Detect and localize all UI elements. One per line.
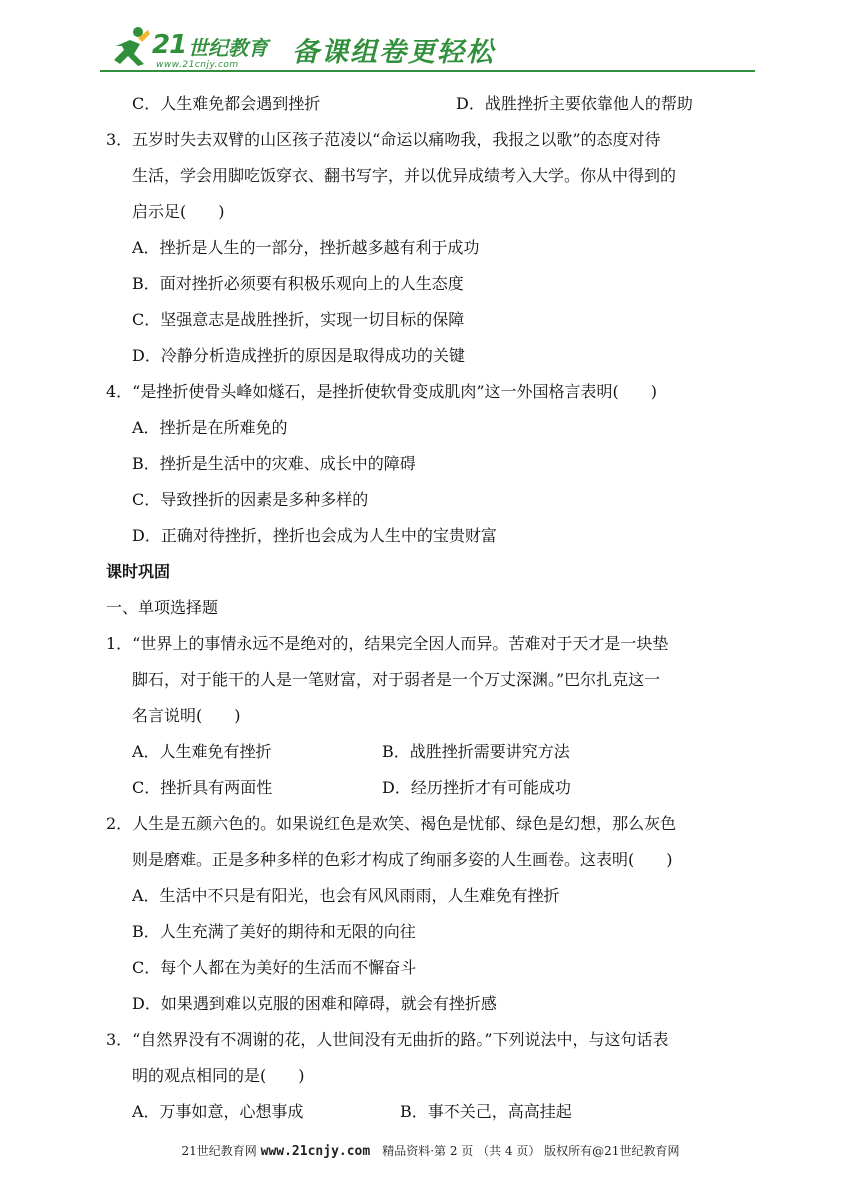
question-continuation: 名言说明( ) — [132, 706, 241, 725]
question-text: 一、单项选择题 — [106, 598, 219, 617]
footer-url: www.21cnjy.com — [260, 1144, 371, 1159]
question-continuation: 则是磨难。正是多种多样的色彩才构成了绚丽多姿的人生画卷。这表明( ) — [132, 850, 673, 869]
footer-site: 21世纪教育网 — [181, 1144, 261, 1158]
option-text: B．事不关己，高高挂起 — [400, 1102, 572, 1121]
brand-url: www.21cnjy.com — [156, 60, 239, 70]
option-text: D．战胜挫折主要依靠他人的帮助 — [456, 94, 693, 113]
option-text: D．冷静分析造成挫折的原因是取得成功的关键 — [132, 346, 465, 365]
question-text: 1．“世界上的事情永远不是绝对的，结果完全因人而异。苦难对于天才是一块垫 — [106, 634, 669, 653]
option-row — [106, 86, 756, 122]
document-body — [106, 86, 756, 1130]
option-text: D．经历挫折才有可能成功 — [382, 778, 571, 797]
option-text: A．万事如意，心想事成 — [132, 1102, 304, 1121]
option-text: C．坚强意志是战胜挫折，实现一切目标的保障 — [132, 310, 465, 329]
option-text: C．每个人都在为美好的生活而不懈奋斗 — [132, 958, 417, 977]
question-continuation: 明的观点相同的是( ) — [132, 1066, 305, 1085]
option-text: C．导致挫折的因素是多种多样的 — [132, 490, 369, 509]
footer-info: 精品资料·第 2 页 （共 4 页） 版权所有@21世纪教育网 — [370, 1144, 680, 1158]
option-text: D．如果遇到难以克服的困难和障碍，就会有挫折感 — [132, 994, 497, 1013]
section-heading: 课时巩固 — [106, 562, 171, 581]
option-row — [106, 734, 756, 770]
option-text: A．生活中不只是有阳光，也会有风风雨雨，人生难免有挫折 — [132, 886, 560, 905]
option-text: A．挫折是人生的一部分，挫折越多越有利于成功 — [132, 238, 480, 257]
option-text: C．挫折具有两面性 — [132, 778, 273, 797]
header-slogan: 备课组卷更轻松 — [292, 37, 495, 68]
question-text: 4．“是挫折使骨头峰如燧石，是挫折使软骨变成肌肉”这一外国格言表明( ) — [106, 382, 658, 401]
option-text: A．挫折是在所难免的 — [132, 418, 288, 437]
option-text: B．战胜挫折需要讲究方法 — [382, 742, 570, 761]
question-text: 2．人生是五颜六色的。如果说红色是欢笑、褐色是忧郁、绿色是幻想，那么灰色 — [106, 814, 677, 833]
page-footer — [0, 1142, 861, 1159]
runner-logo-icon — [108, 24, 152, 68]
question-text: 3．五岁时失去双臂的山区孩子范凌以“命运以痛吻我，我报之以歌”的态度对待 — [106, 130, 661, 149]
header-divider — [100, 70, 755, 72]
question-continuation: 脚石，对于能干的人是一笔财富，对于弱者是一个万丈深渊。”巴尔扎克这一 — [132, 670, 661, 689]
option-text: D．正确对待挫折，挫折也会成为人生中的宝贵财富 — [132, 526, 497, 545]
page-header — [100, 18, 755, 74]
option-text: B．挫折是生活中的灾难、成长中的障碍 — [132, 454, 416, 473]
brand-name: 世纪教育 — [188, 36, 268, 60]
option-text: C．人生难免都会遇到挫折 — [132, 94, 321, 113]
option-text: B．面对挫折必须要有积极乐观向上的人生态度 — [132, 274, 464, 293]
option-text: B．人生充满了美好的期待和无限的向往 — [132, 922, 416, 941]
question-text: 3．“自然界没有不凋谢的花，人世间没有无曲折的路。”下列说法中，与这句话表 — [106, 1030, 669, 1049]
option-text: A．人生难免有挫折 — [132, 742, 272, 761]
question-continuation: 生活，学会用脚吃饭穿衣、翻书写字，并以优异成绩考入大学。你从中得到的 — [132, 166, 677, 185]
option-row — [106, 1094, 756, 1130]
option-row — [106, 770, 756, 806]
brand-number: 21 — [152, 30, 187, 60]
question-continuation: 启示足( ) — [132, 202, 225, 221]
